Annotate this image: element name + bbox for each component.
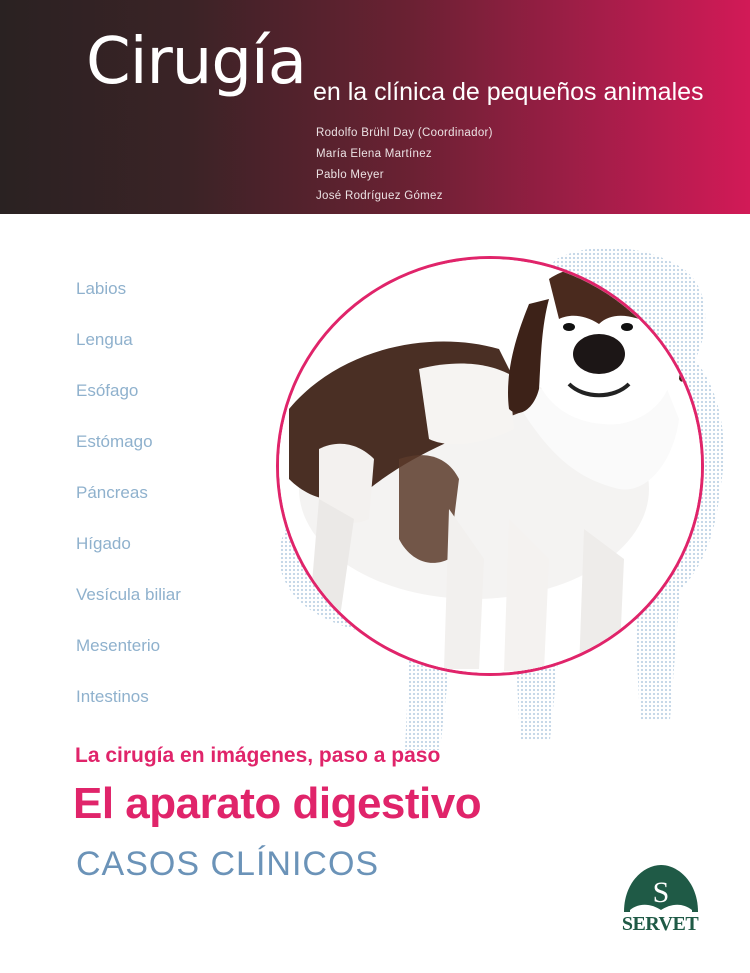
topic-item: Vesícula biliar	[76, 585, 181, 604]
topic-list	[76, 263, 181, 722]
topic-item: Hígado	[76, 534, 131, 553]
book-series-title: Cirugía	[86, 25, 306, 99]
topic-item: Lengua	[76, 330, 133, 349]
topic-item: Mesenterio	[76, 636, 161, 655]
author-list	[316, 123, 493, 207]
author-name: Rodolfo Brühl Day (Coordinador)	[316, 127, 493, 139]
dog-photo	[276, 256, 704, 676]
topic-item: Páncreas	[76, 483, 148, 502]
series-label: CASOS CLÍNICOS	[76, 845, 380, 883]
cover-tagline: La cirugía en imágenes, paso a paso	[75, 744, 441, 767]
author-name: José Rodríguez Gómez	[316, 190, 443, 202]
topic-item: Esófago	[76, 381, 139, 400]
book-title: El aparato digestivo	[73, 779, 482, 828]
topic-item: Intestinos	[76, 687, 149, 706]
cover-header-band	[0, 0, 750, 214]
topic-item: Labios	[76, 279, 127, 298]
author-name: María Elena Martínez	[316, 148, 432, 160]
logo-letter: S	[652, 876, 670, 909]
publisher-name: SERVET	[621, 913, 699, 935]
saint-bernard-illustration	[279, 259, 701, 673]
author-name: Pablo Meyer	[316, 169, 384, 181]
book-series-subtitle: en la clínica de pequeños animales	[313, 78, 704, 106]
topic-item: Estómago	[76, 432, 153, 451]
